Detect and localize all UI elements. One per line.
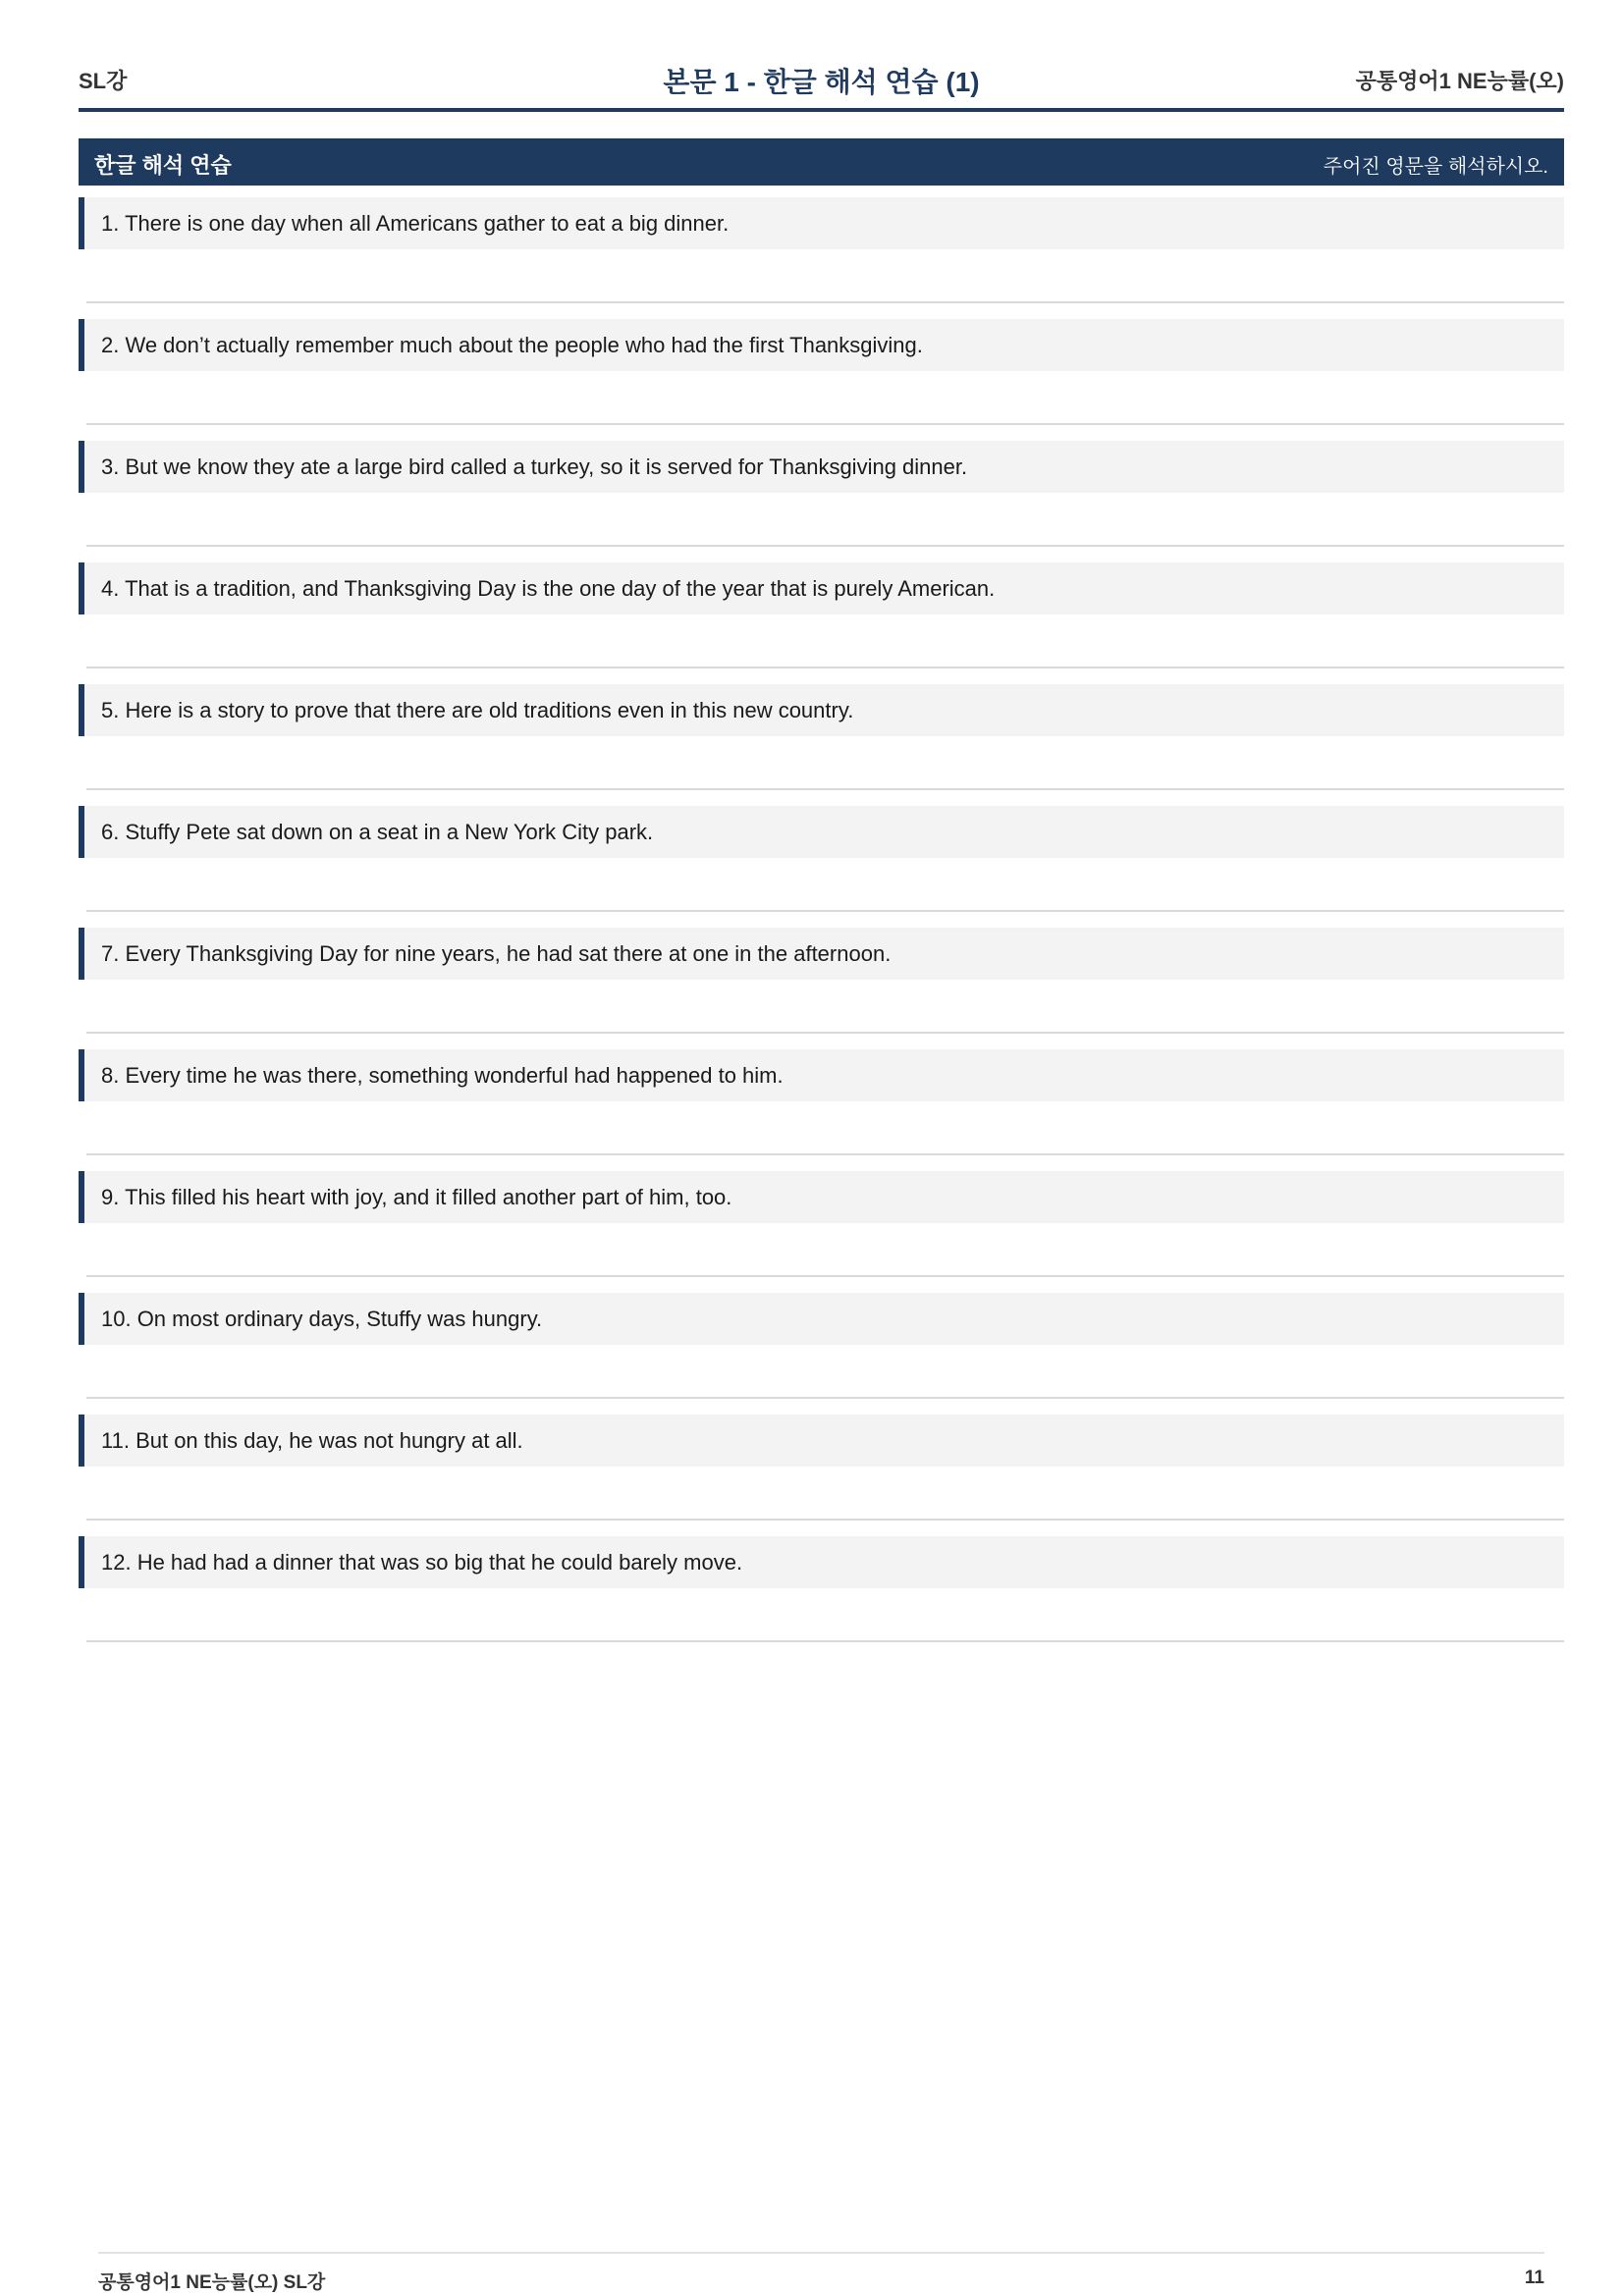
footer-textbook-label: 공통영어1 NE능률(오) SL강	[98, 2272, 326, 2293]
page-number: 11	[1524, 2268, 1544, 2288]
answer-line	[86, 1153, 1564, 1155]
exercise-item	[79, 928, 1564, 1049]
exercise-item	[79, 1293, 1564, 1415]
english-sentence: 8. Every time he was there, something wonderful had happened to him.	[79, 1049, 1564, 1101]
english-sentence: 4. That is a tradition, and Thanksgiving Day is the one day of the year that is purely American.	[79, 562, 1564, 614]
english-sentence: 12. He had had a dinner that was so big that he could barely move.	[79, 1536, 1564, 1588]
exercise-item	[79, 562, 1564, 684]
section-instruction: 주어진 영문을 해석하시오.	[1323, 156, 1548, 178]
answer-line	[86, 1640, 1564, 1642]
english-sentence: 7. Every Thanksgiving Day for nine years, he had sat there at one in the afternoon.	[79, 928, 1564, 980]
answer-line	[86, 1397, 1564, 1399]
english-sentence: 5. Here is a story to prove that there are old traditions even in this new country.	[79, 684, 1564, 736]
answer-line	[86, 788, 1564, 790]
exercise-item	[79, 1536, 1564, 1658]
answer-line	[86, 1519, 1564, 1521]
exercise-item	[79, 197, 1564, 319]
exercise-item	[79, 806, 1564, 928]
answer-line	[86, 423, 1564, 425]
answer-line	[86, 301, 1564, 303]
english-sentence: 11. But on this day, he was not hungry at all.	[79, 1415, 1564, 1467]
exercise-item	[79, 684, 1564, 806]
exercise-item	[79, 1415, 1564, 1536]
page-footer	[98, 2252, 1544, 2293]
english-sentence: 10. On most ordinary days, Stuffy was hungry.	[79, 1293, 1564, 1345]
header-textbook-label: 공통영어1 NE능률(오)	[1355, 69, 1564, 93]
section-header-bar	[79, 138, 1564, 186]
answer-line	[86, 667, 1564, 668]
page-title: 본문 1 - 한글 해석 연습 (1)	[663, 67, 980, 97]
header-level-label: SL강	[79, 69, 128, 93]
english-sentence: 9. This filled his heart with joy, and it filled another part of him, too.	[79, 1171, 1564, 1223]
english-sentence: 2. We don’t actually remember much about the people who had the first Thanksgiving.	[79, 319, 1564, 371]
exercise-list	[79, 197, 1564, 1658]
english-sentence: 3. But we know they ate a large bird called a turkey, so it is served for Thanksgiving dinner.	[79, 441, 1564, 493]
answer-line	[86, 910, 1564, 912]
exercise-item	[79, 1171, 1564, 1293]
exercise-item	[79, 1049, 1564, 1171]
answer-line	[86, 1275, 1564, 1277]
answer-line	[86, 1032, 1564, 1034]
exercise-item	[79, 319, 1564, 441]
answer-line	[86, 545, 1564, 547]
english-sentence: 1. There is one day when all Americans gather to eat a big dinner.	[79, 197, 1564, 249]
section-title: 한글 해석 연습	[94, 153, 232, 178]
exercise-item	[79, 441, 1564, 562]
page-header	[79, 61, 1564, 112]
english-sentence: 6. Stuffy Pete sat down on a seat in a New York City park.	[79, 806, 1564, 858]
